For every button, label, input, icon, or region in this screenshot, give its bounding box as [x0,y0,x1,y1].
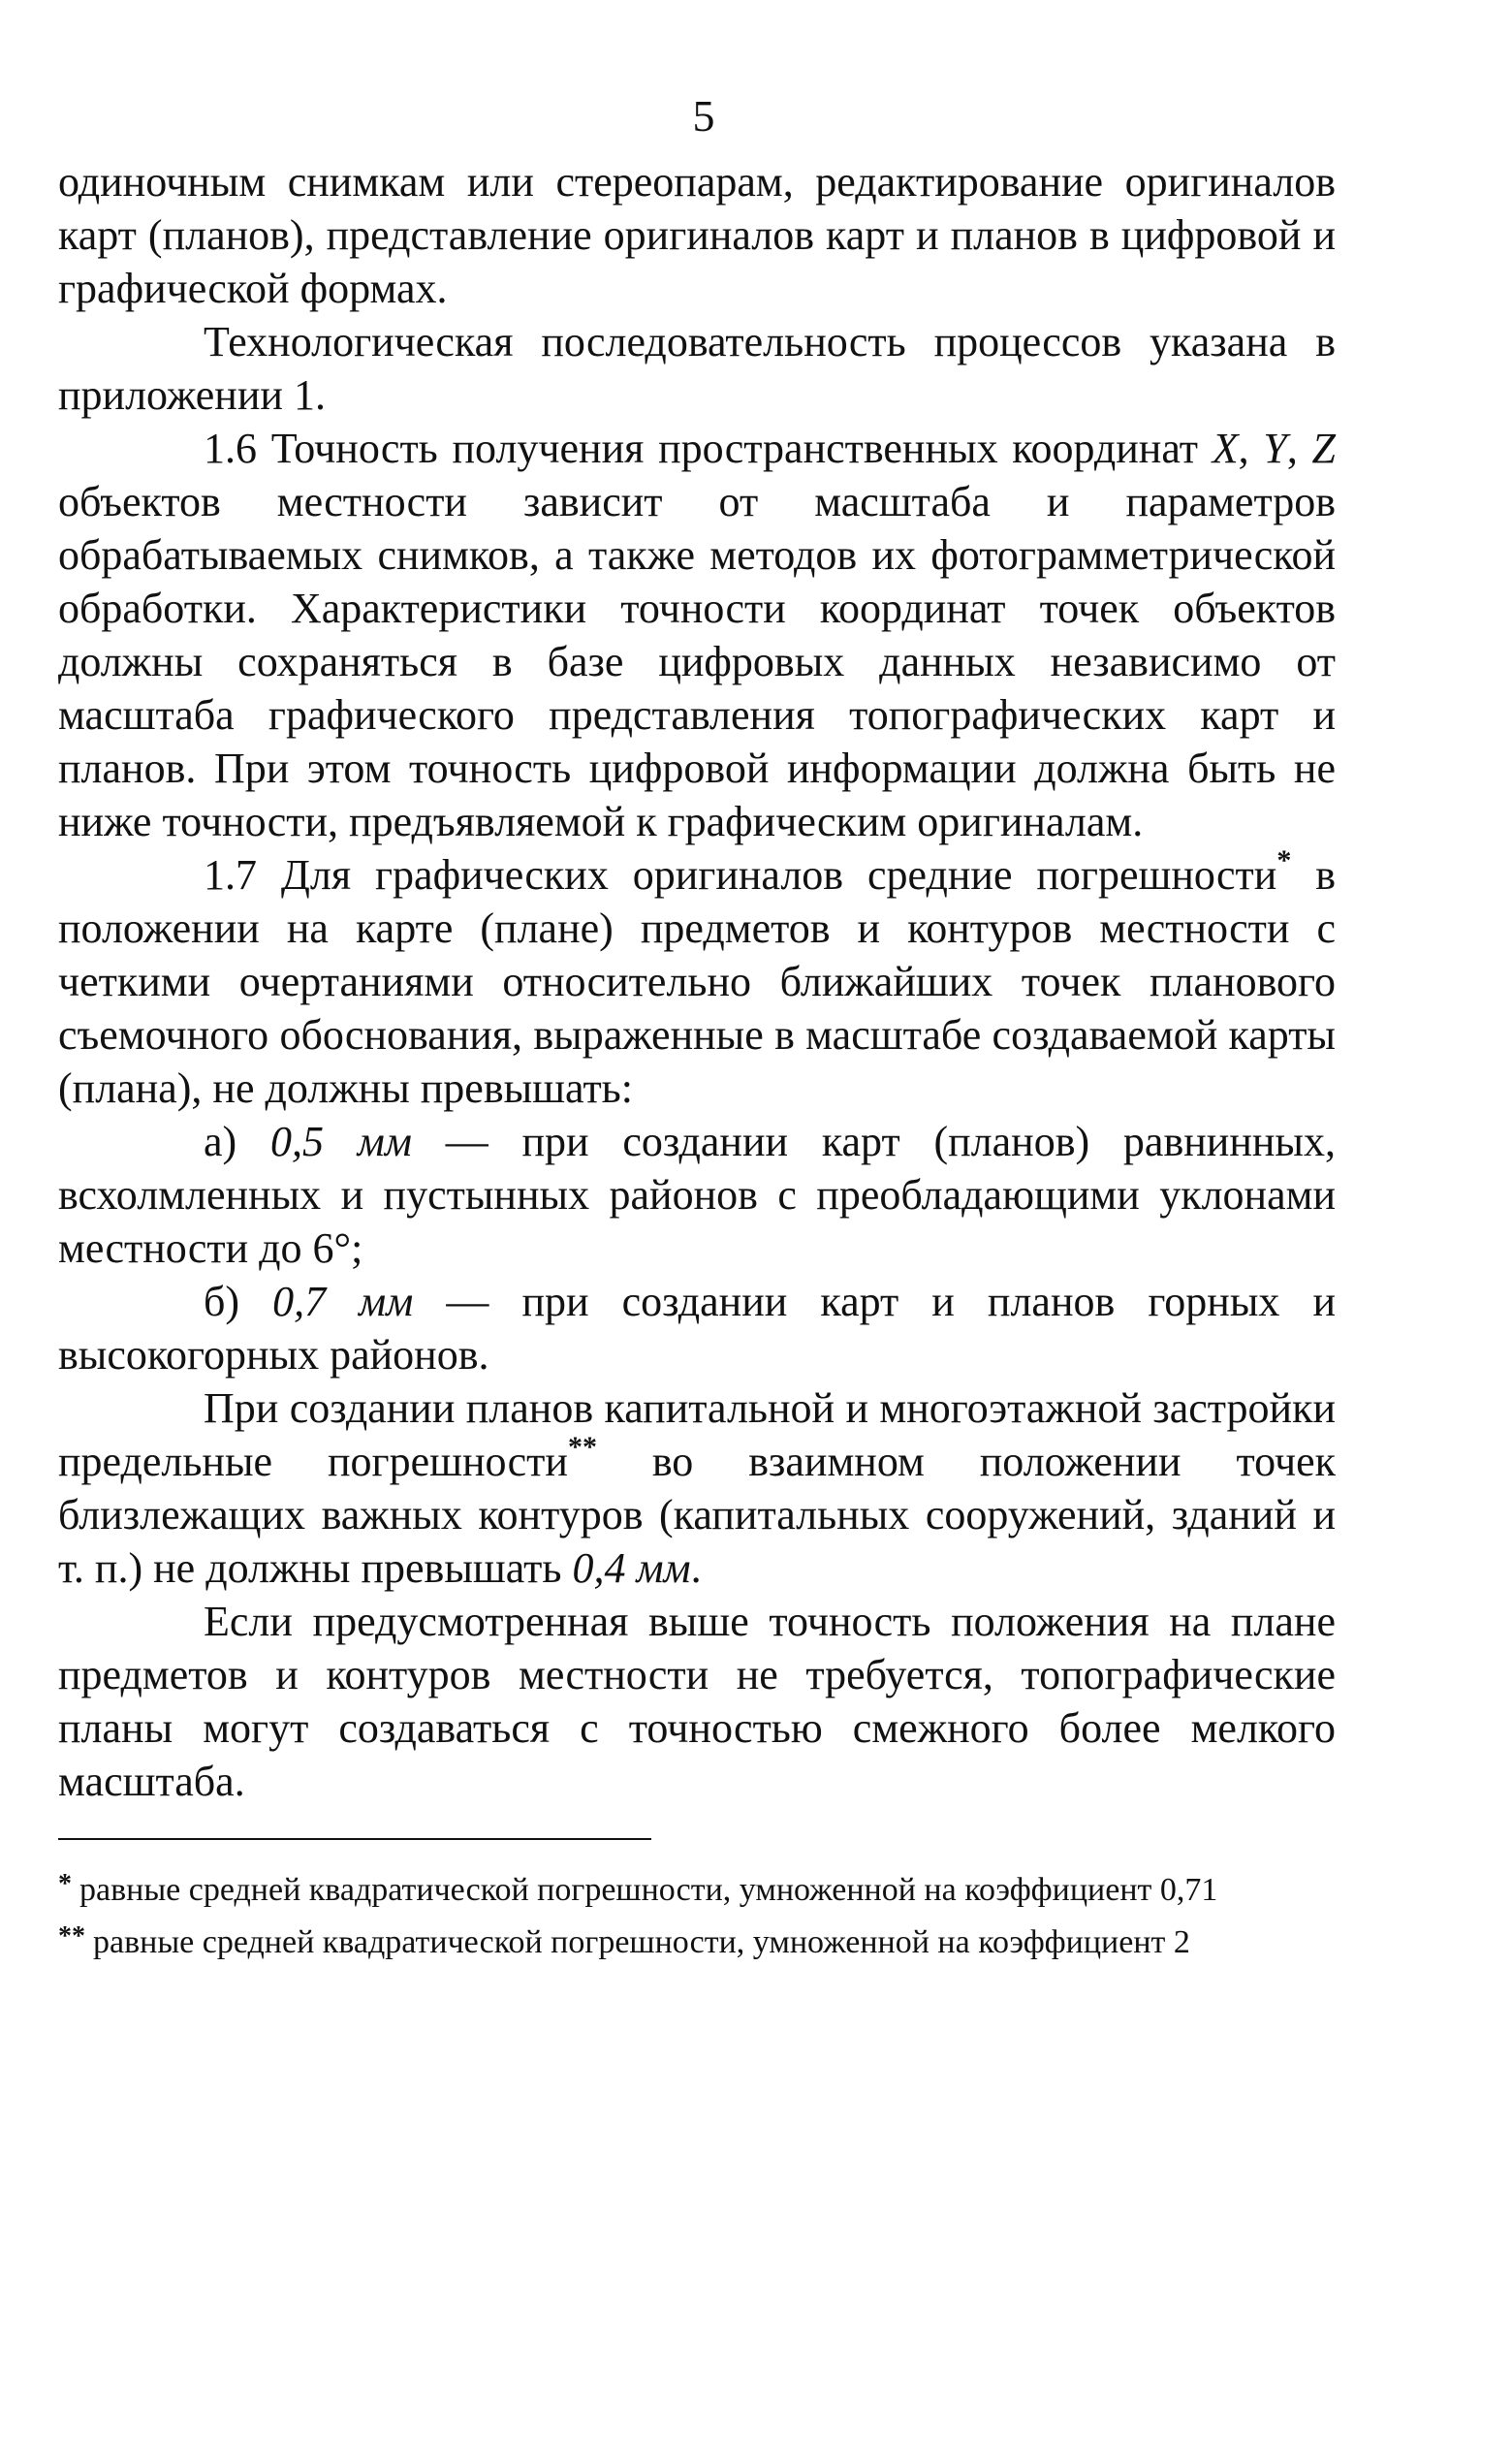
paragraph-capital-text-end: . [690,1544,702,1592]
paragraph-1-6-accuracy [58,422,1336,848]
footnote-separator-line [58,1838,651,1840]
footnote-2-mark: ** [58,1921,85,1951]
paragraph-capital-text-middle: во взаимном положении точек близлежащих важных контуров (капитальных сооружений, зданий и т. п.) не должны превышать [58,1438,1337,1592]
coordinate-separator: , [1286,425,1312,472]
list-item-b [58,1275,1336,1381]
list-item-b-text: — при создании карт и планов горных и высокогорных районов. [58,1278,1336,1379]
paragraph-1-6-text-start: 1.6 Точность получения пространственных координат [204,425,1213,472]
paragraph-1-7-errors [58,844,1337,1115]
footnotes [58,1865,1336,1970]
coordinate-x: X [1212,425,1239,472]
paragraph-smaller-scale: Если предусмотренная выше точность положения на плане предметов и контуров местности не требуется, топографические планы могут создаваться с точностью смежного более мелкого масштаба. [58,1598,1336,1805]
coordinate-separator: , [1238,425,1264,472]
footnote-2 [58,1918,1336,1970]
list-item-a [58,1115,1336,1275]
paragraph-capital-buildings [58,1381,1336,1595]
list-item-a-label: а) [204,1118,270,1165]
footnote-1-text: равные средней квадратической погрешности, умноженной на коэффициент 0,71 [79,1872,1218,1908]
list-item-b-label: б) [204,1278,273,1325]
list-item-b-value: 0,7 мм [272,1278,414,1325]
paragraph-technological-sequence: Технологическая последовательность процессов указана в приложении 1. [58,318,1336,419]
paragraph-1-7-text-end: в положении на карте (плане) предметов и контуров местности с четкими очертаниями относительно ближайших точек планового съемочного обоснования, выраженные в масштабе создаваемой карты (плана), не должны превышать: [58,851,1337,1112]
list-item-a-text: — при создании карт (планов) равнинных, всхолмленных и пустынных районов с преобладающими уклонами местности до 6°; [58,1118,1336,1272]
footnote-1 [58,1865,1336,1918]
coordinate-z: Z [1311,425,1337,472]
body-text [58,155,1336,1808]
footnote-reference-1: * [1276,844,1292,877]
page-number: 5 [692,91,715,141]
paragraph-continuation: одиночным снимкам или стереопарам, редактирование оригиналов карт (планов), представление оригиналов карт и планов в цифровой и графической формах. [58,158,1336,312]
paragraph-1-7-text-start: 1.7 Для графических оригиналов средние погрешности [204,851,1277,899]
footnote-reference-2: ** [567,1431,597,1464]
coordinate-y: Y [1263,425,1287,472]
footnote-1-mark: * [58,1869,72,1899]
paragraph-capital-text-start: При создании планов капитальной и многоэтажной застройки предельные погрешности [58,1384,1336,1485]
footnote-2-text: равные средней квадратической погрешности, умноженной на коэффициент 2 [93,1924,1190,1960]
list-item-a-value: 0,5 мм [269,1118,412,1165]
paragraph-capital-value: 0,4 мм [572,1544,691,1592]
paragraph-1-6-text-end: объектов местности зависит от масштаба и параметров обрабатываемых снимков, а также методов их фотограмметрической обработки. Характеристики точности координат точек объектов должны сохраняться в базе цифровых данных независимо от масштаба графического представления топографических карт и планов. При этом точность цифровой информации должна быть не ниже точности, предъявляемой к графическим оригиналам. [58,478,1336,845]
